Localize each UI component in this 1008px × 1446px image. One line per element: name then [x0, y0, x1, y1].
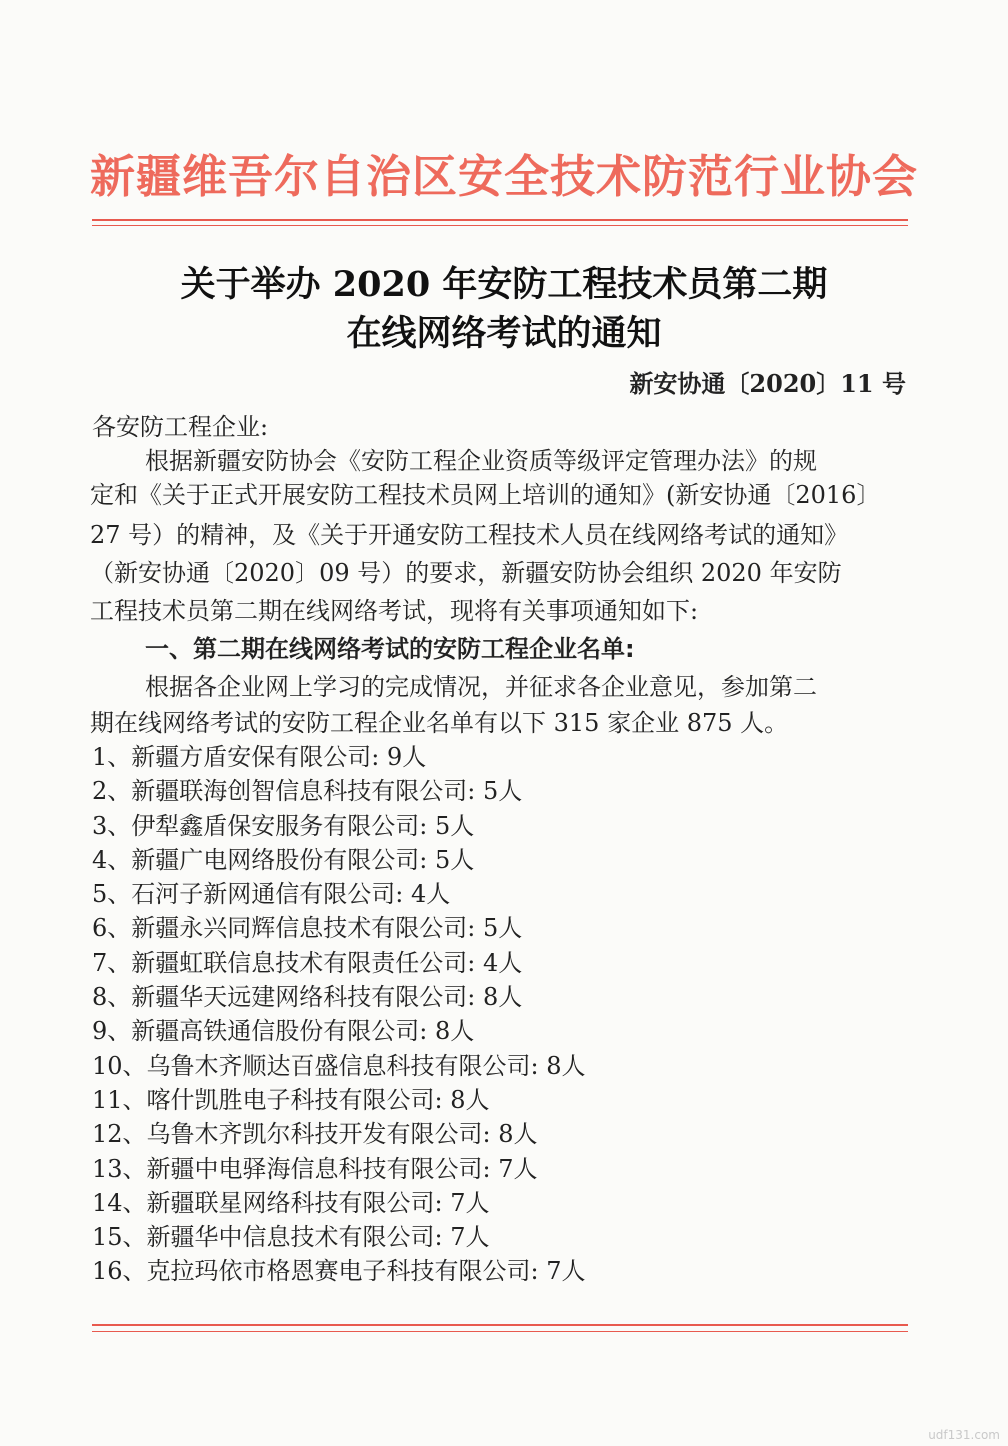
list-item: 9、新疆高铁通信股份有限公司: 8人 — [92, 1017, 475, 1046]
footer-rule-thin — [92, 1331, 908, 1332]
list-item: 2、新疆联海创智信息科技有限公司: 5人 — [92, 777, 523, 806]
letterhead-organization: 新疆维吾尔自治区安全技术防范行业协会 — [89, 150, 918, 203]
list-item: 7、新疆虹联信息技术有限责任公司: 4人 — [92, 948, 523, 977]
company-list — [92, 740, 586, 1289]
watermark: udf131.com — [928, 1428, 1000, 1442]
list-item: 12、乌鲁木齐凯尔科技开发有限公司: 8人 — [92, 1120, 538, 1149]
footer-rule — [92, 1324, 908, 1326]
list-item: 5、石河子新网通信有限公司: 4人 — [92, 880, 451, 909]
para2-line1: 根据各企业网上学习的完成情况，并征求各企业意见，参加第二 — [145, 673, 817, 701]
para1-line1: 根据新疆安防协会《安防工程企业资质等级评定管理办法》的规 — [145, 447, 817, 475]
list-item: 11、喀什凯胜电子科技有限公司: 8人 — [92, 1085, 490, 1114]
list-item: 3、伊犁鑫盾保安服务有限公司: 5人 — [92, 811, 475, 840]
para1-line3: 27 号）的精神，及《关于开通安防工程技术人员在线网络考试的通知》 — [90, 521, 849, 549]
letterhead-rule-thin — [92, 225, 908, 226]
para2-line2: 期在线网络考试的安防工程企业名单有以下 315 家企业 875 人。 — [90, 709, 789, 737]
para1-line2: 定和《关于正式开展安防工程技术员网上培训的通知》(新安协通〔2016〕 — [90, 481, 881, 509]
para1-line5: 工程技术员第二期在线网络考试，现将有关事项通知如下: — [90, 597, 699, 625]
letterhead-rule — [92, 219, 908, 221]
salutation: 各安防工程企业: — [92, 413, 269, 441]
list-item: 13、新疆中电驿海信息科技有限公司: 7人 — [92, 1154, 538, 1183]
section1-heading: 一、第二期在线网络考试的安防工程企业名单: — [145, 635, 635, 663]
notice-title-line2: 在线网络考试的通知 — [346, 313, 662, 354]
list-item: 4、新疆广电网络股份有限公司: 5人 — [92, 845, 475, 874]
para1-line4: （新安协通〔2020〕09 号）的要求，新疆安防协会组织 2020 年安防 — [90, 559, 842, 587]
list-item: 8、新疆华天远建网络科技有限公司: 8人 — [92, 983, 523, 1012]
list-item: 1、新疆方盾安保有限公司: 9人 — [92, 743, 427, 771]
list-item: 15、新疆华中信息技术有限公司: 7人 — [92, 1223, 490, 1252]
list-item: 10、乌鲁木齐顺达百盛信息科技有限公司: 8人 — [92, 1051, 586, 1080]
list-item: 14、新疆联星网络科技有限公司: 7人 — [92, 1188, 490, 1217]
list-item: 16、克拉玛依市格恩赛电子科技有限公司: 7人 — [92, 1257, 586, 1286]
notice-title-line1: 关于举办 2020 年安防工程技术员第二期 — [180, 264, 828, 305]
list-item: 6、新疆永兴同辉信息技术有限公司: 5人 — [92, 914, 523, 943]
doc-number: 新安协通〔2020〕11 号 — [629, 369, 906, 398]
